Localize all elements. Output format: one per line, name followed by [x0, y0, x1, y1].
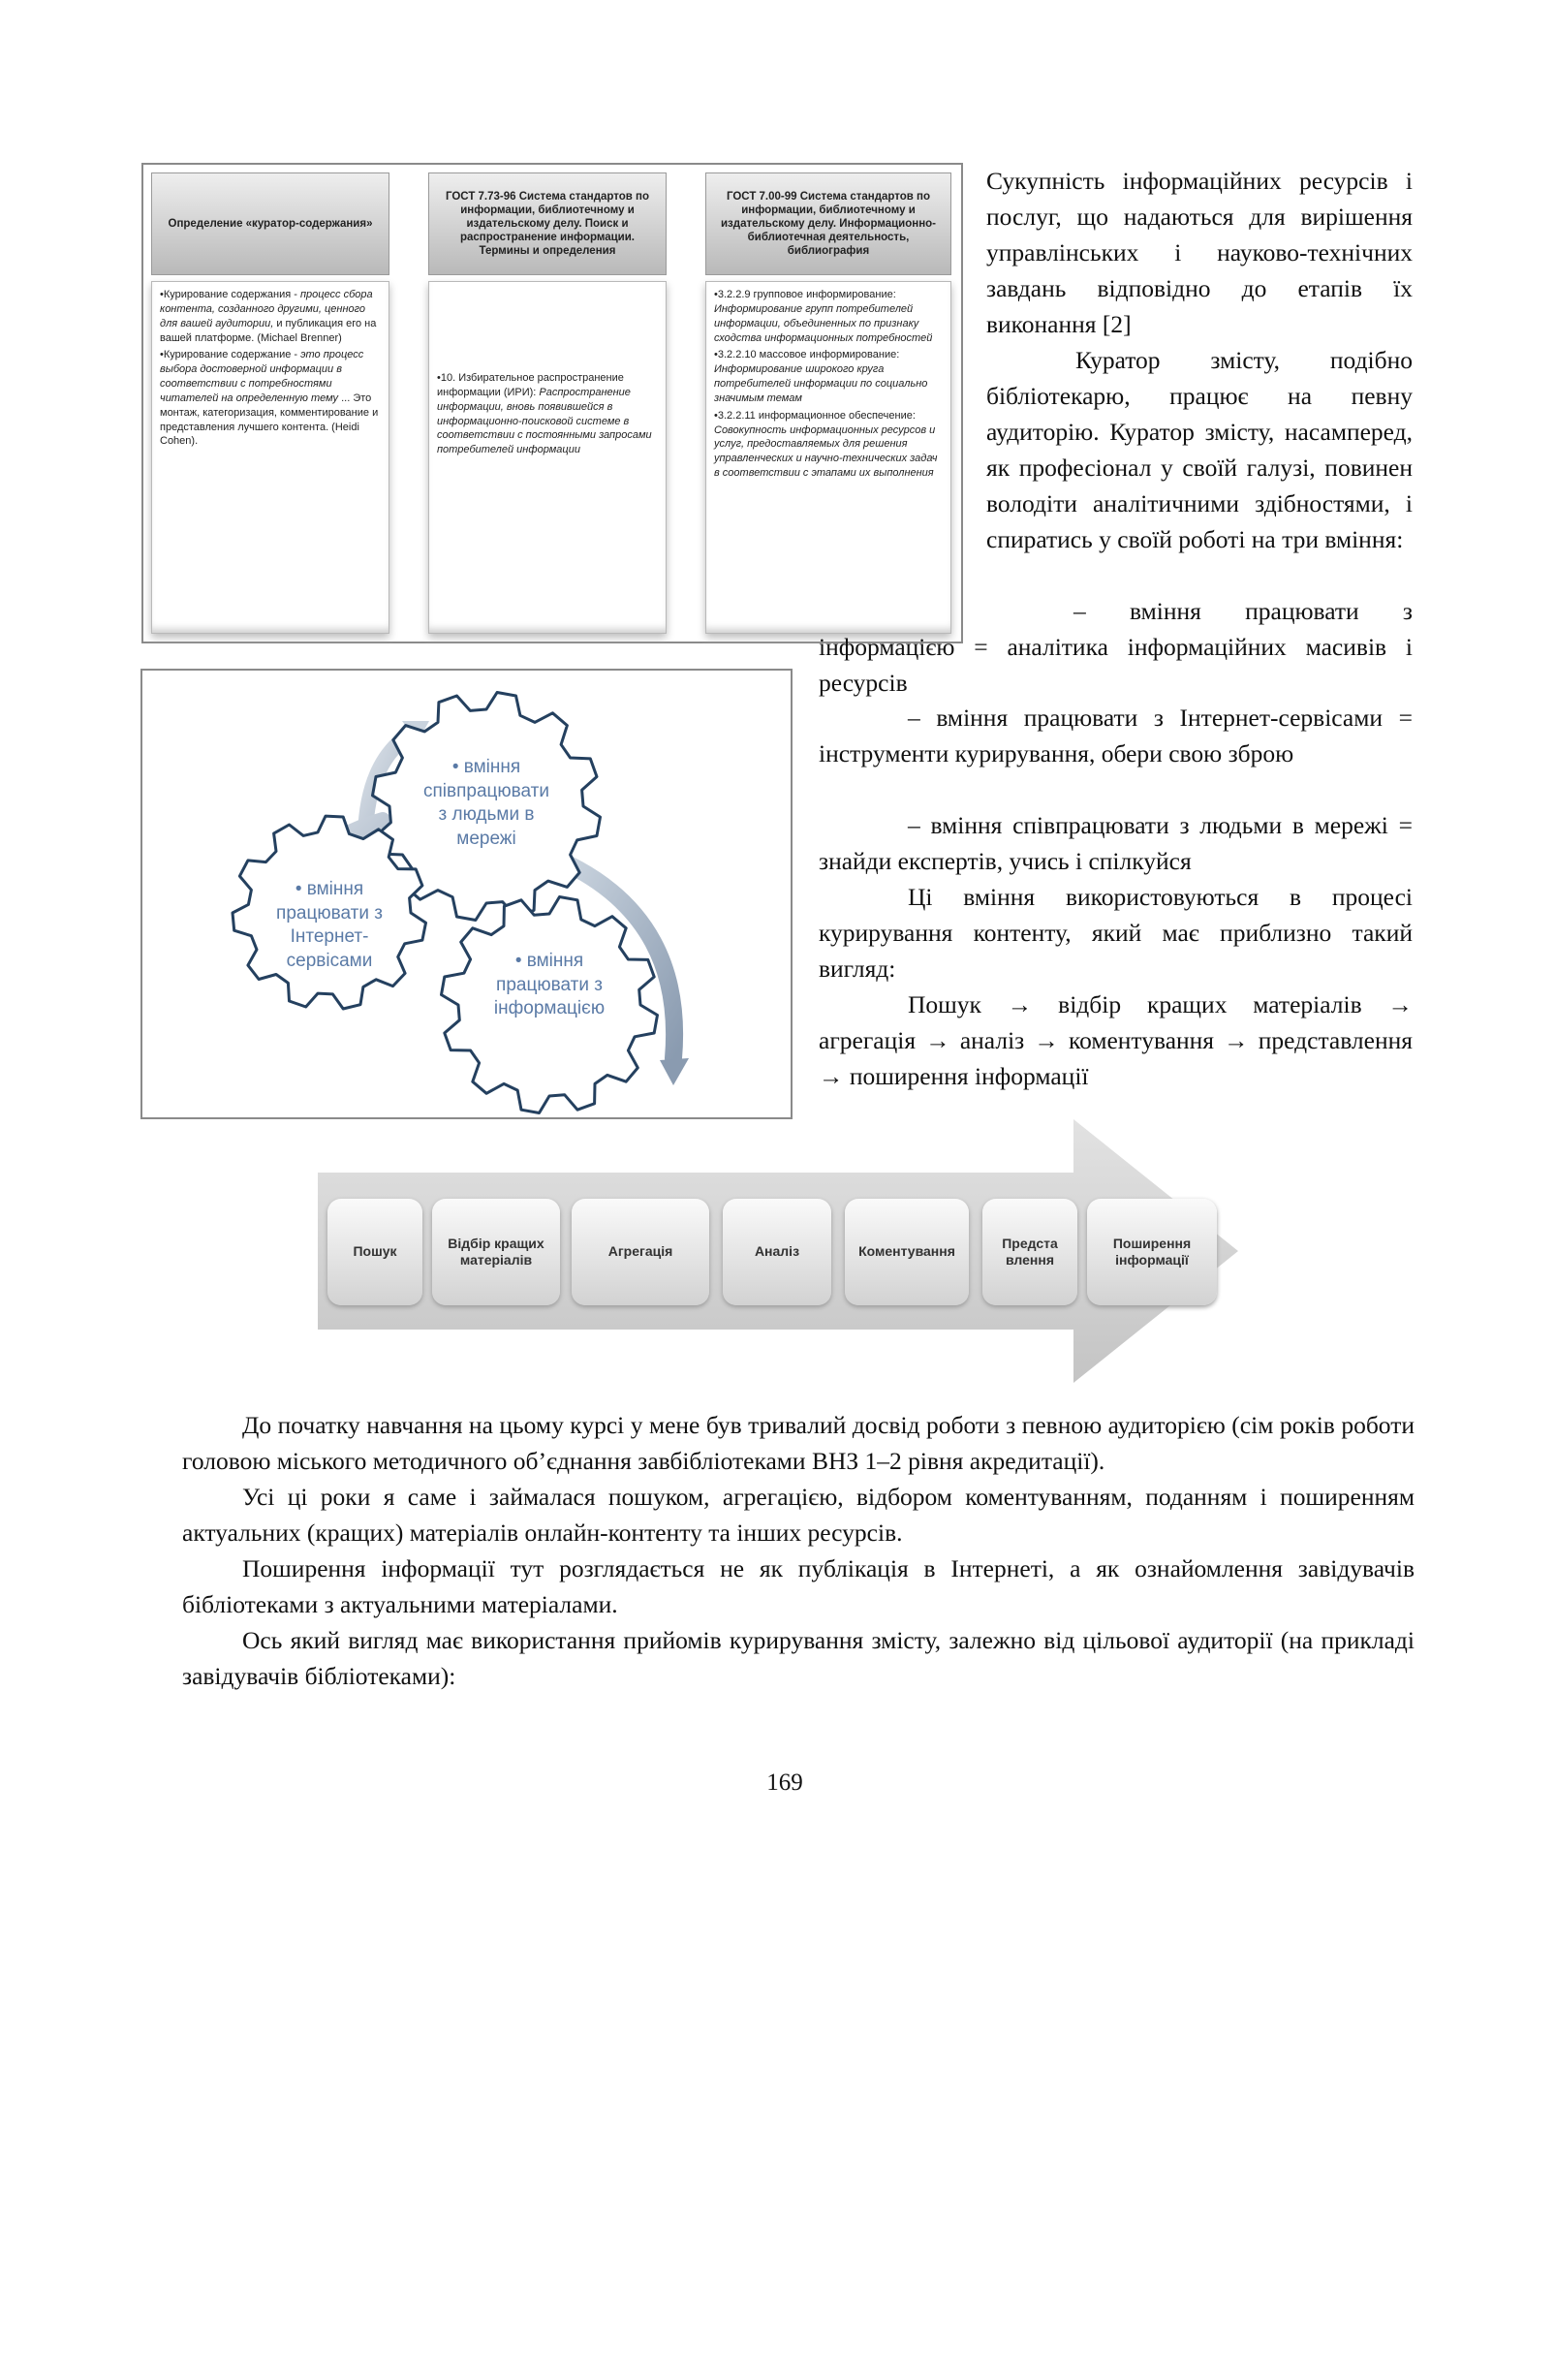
definition-item: •10. Избирательное распространение информации (ИРИ): Распространение информации, вновь появившейся в информационно-поисковой системе в соответствии с постоянными запросами потребителей информации	[437, 372, 652, 456]
skills-gears-figure	[140, 669, 793, 1119]
gear-label-information: • вміння працювати з інформацією	[493, 951, 606, 1019]
table-column-definition	[151, 172, 389, 634]
definitions-table-figure	[141, 163, 963, 643]
definition-item: •3.2.2.11 информационное обеспечение: Совокупность информационных ресурсов и услуг, предоставляемых для решения управленческих и научно-технических задач в соответствии с этапами их выполнения	[714, 409, 938, 480]
gear-label-internet-services: • вміння працювати з Інтернет- сервісами	[276, 879, 383, 972]
paragraph: – вміння співпрацювати з людьми в мережі = знайди експертів, учись і спілкуйся	[819, 811, 1413, 875]
column-body	[705, 281, 951, 634]
definition-item: •3.2.2.10 массовое информирование: Информирование широкого круга потребителей информации по социально значимым темам	[714, 349, 928, 404]
process-step-aggregation: Агрегація	[572, 1199, 709, 1305]
paragraph: – вміння працювати з інформацією = аналітика інформаційних масивів і ресурсів	[819, 597, 1413, 697]
table-column-gost-7-73	[428, 172, 667, 634]
definition-item: •3.2.2.9 групповое информирование: Информирование групп потребителей информации, объединенных по признаку сходства информационных потребностей	[714, 289, 933, 344]
paragraph: Пошук → відбір кращих матеріалів → агрегація → аналіз → коментування → представлення → поширення інформації	[819, 990, 1413, 1090]
paragraph: Куратор змісту, подібно бібліотекарю, працює на певну аудиторію. Куратор змісту, насамперед, як професіонал у своїй галузі, повинен володіти аналітичними здібностями, і спиратись у своїй роботі на три вміння:	[986, 346, 1413, 553]
paragraph: – вміння працювати з Інтернет-сервісами = інструменти курирування, обери свою зброю	[819, 704, 1413, 767]
paragraph: Сукупність інформаційних ресурсів і послуг, що надаються для вирішення управлінських і науково-технічних завдань відповідно до етапів їх виконання [2]	[986, 167, 1413, 338]
column-header: Определение «куратор-содержания»	[151, 172, 389, 275]
column-body	[151, 281, 389, 634]
paragraph: Поширення інформації тут розглядається не як публікація в Інтернеті, а як ознайомлення завідувачів бібліотеками з актуальними матеріалами.	[182, 1554, 1415, 1618]
gear-label-collaborate: • вміння співпрацювати з людьми в мережі	[422, 757, 549, 850]
column-body	[428, 281, 667, 634]
process-step-dissemination: Поширення інформації	[1087, 1199, 1217, 1305]
column-header: ГОСТ 7.00-99 Система стандартов по информации, библиотечному и издательскому делу. Информационно-библиотечная деятельность, библиография	[705, 172, 951, 275]
process-step-presentation: Предста влення	[982, 1199, 1077, 1305]
process-step-selection: Відбір кращих матеріалів	[432, 1199, 560, 1305]
definition-item: •Курирование содержание - это процесс выбора достоверной информации в соответствии с потребностями читателей на определенную тему ... Это монтаж, категоризация, комментирование и представления лучшего контента. (Heidi Cohen).	[160, 349, 379, 448]
paragraph: До початку навчання на цьому курсі у мене був тривалий досвід роботи з певною аудиторією (сім років роботи головою міського методичного об’єднання завбібліотеками ВНЗ 1–2 рівня акредитації).	[182, 1411, 1415, 1475]
definition-item: •Курирование содержания - процесс сбора контента, созданного другими, ценного для вашей аудитории, и публикация его на вашей платформе. (Michael Brenner)	[160, 289, 377, 344]
process-step-commenting: Коментування	[845, 1199, 969, 1305]
gears-drawing	[142, 671, 791, 1117]
column-header: ГОСТ 7.73-96 Система стандартов по информации, библиотечному и издательскому делу. Поиск и распространение информации. Термины и определения	[428, 172, 667, 275]
process-step-search: Пошук	[327, 1199, 422, 1305]
paragraph: Ці вміння використовуються в процесі курирування контенту, який має приблизно такий вигляд:	[819, 883, 1413, 983]
page-number: 169	[766, 1769, 803, 1796]
paragraph: Усі ці роки я саме і займалася пошуком, агрегацією, відбором коментуванням, поданням і поширенням актуальних (кращих) матеріалів онлайн-контенту та інших ресурсів.	[182, 1483, 1415, 1547]
process-step-analysis: Аналіз	[723, 1199, 831, 1305]
paragraph: Ось який вигляд має використання прийомів курирування змісту, залежно від цільової аудиторії (на прикладі завідувачів бібліотеками):	[182, 1626, 1415, 1690]
table-column-gost-7-00	[705, 172, 951, 634]
